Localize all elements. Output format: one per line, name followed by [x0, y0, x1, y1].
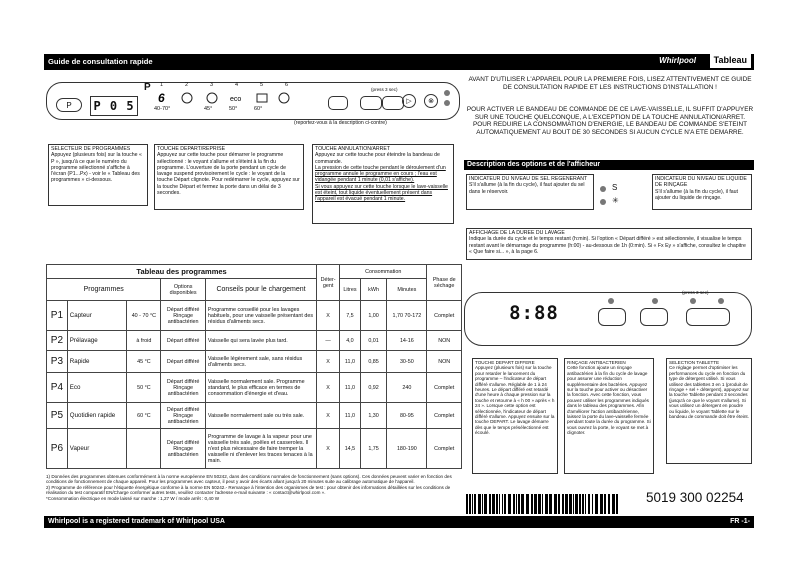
barcode-bar [616, 494, 618, 514]
program-litres: 11,0 [340, 403, 361, 429]
callout-text: Appuyez sur cette touche pour éteindre la bandeau de commande. [315, 152, 440, 165]
program-minutes: 80-95 [387, 403, 427, 429]
program-kwh: 0,01 [360, 331, 386, 351]
antibacterial-button[interactable] [360, 96, 382, 110]
program-code: P3 [47, 351, 68, 373]
notice-first-use: AVANT D'UTILISER L'APPAREIL POUR LA PREMIERE FOIS, LISEZ ATTENTIVEMENT CE GUIDE DE CONSULTATION RAPIDE ET LES INSTRUCTIONS D'INSTALLATION ! [468, 76, 752, 91]
col-conseils: Conseils pour le chargement [205, 279, 316, 301]
program-temp: 50° [229, 106, 238, 112]
program-kwh: 1,00 [360, 301, 386, 331]
program-kwh: 1,75 [360, 429, 386, 469]
program-phase: NON [427, 351, 462, 373]
salt-indicator-led [600, 186, 606, 192]
program-detergent: X [317, 351, 340, 373]
col-phase: Phase de séchage [427, 265, 462, 301]
barcode-bar [534, 494, 537, 514]
footnote-3: *Consommation électrique en mode laissé sur marche : 1,27 W / mode arrêt : 0,40 W [46, 495, 220, 501]
press-hint: (press 3 sec) [371, 87, 398, 92]
barcode-bar [588, 494, 590, 514]
tablet-led-2 [718, 298, 724, 304]
program-detergent: — [317, 331, 340, 351]
program-name: Eco [67, 373, 127, 403]
barcode-bar [516, 494, 517, 514]
delay-led [608, 298, 614, 304]
program-options: Départ différé [161, 351, 206, 373]
program-temp: 45 °C [127, 351, 161, 373]
program-code: P5 [47, 403, 68, 429]
table-title: Tableau des programmes [47, 265, 317, 279]
table-row [47, 331, 462, 351]
program-conseils: Vaisselle qui sera lavée plus tard. [205, 331, 316, 351]
col-minutes: Minutes [387, 279, 427, 301]
program-conseils: Programme de lavage à la vapeur pour une vaisselle très sale, poêles et casseroles. Il n'est plus nécessaire de faire tremper la vaisselle ni d'enlever les traces tenaces à la main. [205, 429, 316, 469]
brand-logo: Whirlpool [659, 56, 696, 65]
antibact-led [652, 298, 658, 304]
footnotes [46, 474, 464, 501]
program-number: 2 [185, 82, 189, 88]
delay-option-box [472, 358, 558, 474]
barcode-bar [531, 494, 533, 514]
header-bar [44, 54, 754, 70]
box-text: S'il s'allume (à la fin du cycle), il faut ajouter du sel dans le réservoir. [469, 182, 585, 195]
program-table [46, 264, 462, 469]
program-temp: 40-70° [154, 106, 171, 112]
col-consommation: Consommation [340, 265, 427, 279]
program-code: P6 [47, 429, 68, 469]
barcode-bar [592, 494, 593, 514]
barcode-bar [542, 494, 543, 514]
box-title: RINÇAGE ANTIBACTERIEN [567, 360, 626, 365]
box-text: Appuyez (plusieurs fois) sur la touche pour retarder le lancement du programme – l'indicateur de départ différé s'allume. Réglable de 1 à 24 heures. Le départ différé est retardé d'une heure à chaque pression sur la touche et retourne à « h 00 » après « h 24 ». Lorsque cette option est sélectionnée, l'indicateur de départ différé s'allume. Appuyez ensuite sur la touche DEPART. Le lavage démarre dès que le temps présélectionné est écoulé. [475, 365, 555, 436]
program-phase: Complet [427, 301, 462, 331]
program-name: Capteur [67, 301, 127, 331]
barcode-bar [504, 494, 506, 514]
program-kwh: 0,92 [360, 373, 386, 403]
panel-display: P 0 5 [90, 96, 138, 116]
salt-icon: S [612, 183, 618, 192]
footer-bar [44, 516, 754, 528]
program-litres: 11,0 [340, 351, 361, 373]
barcode-bar [612, 494, 615, 514]
tablet-led [690, 298, 696, 304]
eco-icon [230, 96, 241, 103]
steam-icon [279, 93, 289, 103]
product-name: Tableau [710, 54, 751, 68]
page-number: FR -1- [730, 518, 750, 525]
program-minutes: 30-50 [387, 351, 427, 373]
barcode-bar [573, 494, 574, 514]
program-name: Rapide [67, 351, 127, 373]
box-title: INDICATEUR DU NIVEAU DE LIQUIDE DE RINÇAGE [655, 176, 747, 189]
duration-display-box [466, 228, 752, 260]
play-icon: ▷ [406, 98, 412, 105]
program-name: Prélavage [67, 331, 127, 351]
callout-title: SELECTEUR DE PROGRAMMES [51, 146, 131, 152]
callout-text: Appuyez (plusieurs fois) sur la touche « P », jusqu'à ce que le numéro du programme sélectionné s'affiche à l'écran (P1...Px) - voir le « Tableau des programmes » ci-dessous. [51, 152, 142, 184]
program-conseils: Vaisselle normalement sale ou très sale. [205, 403, 316, 429]
program-code: P4 [47, 373, 68, 403]
barcode [466, 494, 622, 514]
rapid-icon [207, 93, 217, 103]
duration-display: 8:88 [509, 302, 559, 324]
header-title: Guide de consultation rapide [48, 57, 153, 66]
barcode-bar [469, 494, 471, 514]
program-code: P2 [47, 331, 68, 351]
col-programmes: Programmes [47, 279, 161, 301]
table-row [47, 373, 462, 403]
start-button[interactable] [402, 94, 416, 108]
rinse-indicator-led [600, 199, 606, 205]
barcode-bar [466, 494, 468, 514]
barcode-bar [579, 494, 581, 514]
trademark: Whirlpool is a registered trademark of Whirlpool USA [48, 518, 225, 525]
barcode-bar [518, 494, 520, 514]
barcode-bar [472, 494, 473, 514]
program-minutes: 1,70 70-172 [387, 301, 427, 331]
tablet-button-lower[interactable] [686, 308, 730, 326]
box-title: INDICATEUR DU NIVEAU DE SEL REGENERANT [469, 176, 588, 182]
delay-button[interactable] [328, 96, 348, 110]
barcode-bar [565, 494, 568, 514]
barcode-bar [489, 494, 491, 514]
footnote-1: 1) Données des programmes obtenues conformément à la norme européenne EN 50242, dans des conditions normales de fonctionnement (sans options). Ces données peuvent varier en fonction des conditions de fonctionnement de chaque appareil. Pour les programmes avec capteur, il peut y avoir des écarts allant jusqu'à 20 minutes suite au calibrage automatique de l'appareil. [46, 474, 452, 485]
program-number: 4 [235, 82, 239, 88]
program-temp: 45° [204, 106, 213, 112]
program-temp: 50 °C [127, 373, 161, 403]
barcode-bar [569, 494, 572, 514]
program-minutes: 180-190 [387, 429, 427, 469]
barcode-bar [521, 494, 524, 514]
barcode-bar [474, 494, 476, 514]
callout-text: La pression de cette touche pendant le déroulement d'un programme annule le programme en cours ; l'eau est vidangée pendant 1 minute (0,01 s'affiche). [315, 164, 446, 184]
program-litres: 14,5 [340, 429, 361, 469]
barcode-bar [545, 494, 548, 514]
box-text: Ce réglage permet d'optimiser les performances du cycle en fonction du type de détergent utilisé. Si vous utilisez des tablettes 3 en 1 (produit de rinçage + sel + détergent), appuyez sur la touche Tablette pendant 3 secondes (jusqu'à ce que le voyant s'allume). Si vous utilisez un détergent en poudre ou liquide, le voyant Tablette sur le bandeau de commande doit être éteint. [669, 365, 749, 420]
barcode-bar [484, 494, 487, 514]
barcode-bar [482, 494, 483, 514]
barcode-bar [549, 494, 552, 514]
barcode-bar [604, 494, 606, 514]
control-panel [46, 76, 464, 146]
barcode-bar [492, 494, 495, 514]
salt-indicator-box [466, 174, 594, 210]
col-options: Options disponibles [161, 279, 206, 301]
svg-text:6: 6 [158, 91, 165, 105]
barcode-bar [526, 494, 529, 514]
barcode-bar [608, 494, 610, 514]
salt-led [444, 90, 450, 96]
tablet-button[interactable] [382, 96, 404, 110]
barcode-number: 5019 300 02254 [646, 490, 744, 505]
box-text: Indique la durée du cycle et le temps restant (h:min). Si l'option « Départ différé » est sélectionnée, il visualise le temps restant avant le démarrage du programme (h:00) - au-dessous de 1h (0:min). Si « Fx Ey » s'affiche, consultez le chapitre « Que faire si... », à la page 6. [469, 236, 746, 255]
callout-depart [154, 144, 304, 210]
program-kwh: 0,85 [360, 351, 386, 373]
program-conseils: Vaisselle légèrement sale, sans résidus d'aliments secs. [205, 351, 316, 373]
box-text: Cette fonction ajoute un rinçage antibactérien à la fin du cycle de lavage pour assurer une réduction supplémentaire des bactéries. Appuyez sur la touche pour activer ou désactiver la fonction. Avec cette fonction, vous pouvez utiliser les programmes indiqués dans le tableau des programmes. Afin d'améliorer l'action antibactérienne, laissez la porte du lave-vaisselle fermée pendant toute la durée du programme. Si vous ouvrez la porte, le voyant se met à clignoter. [567, 365, 651, 436]
barcode-bar [558, 494, 560, 514]
program-detergent: X [317, 429, 340, 469]
program-phase: Complet [427, 429, 462, 469]
sensor-icon [158, 91, 165, 105]
program-phase: Complet [427, 403, 462, 429]
daily-icon [257, 94, 267, 102]
program-temp: à froid [127, 331, 161, 351]
program-name: Vapeur [67, 429, 127, 469]
barcode-bar [478, 494, 481, 514]
program-options: Départ différé [161, 331, 206, 351]
program-number: 1 [160, 82, 164, 88]
callout-annulation [312, 144, 454, 224]
program-phase: NON [427, 331, 462, 351]
table-row [47, 301, 462, 331]
program-code: P1 [47, 301, 68, 331]
barcode-bar [508, 494, 511, 514]
rinse-icon: ✳ [612, 196, 619, 205]
program-kwh: 1,30 [360, 403, 386, 429]
callout-text: Si vous appuyez sur cette touche lorsque le lave-vaisselle est éteint, tout liquide éventuellement présent dans l'appareil est évacué pendant 1 minute. [315, 183, 448, 203]
col-detergent: Déter- gent [317, 265, 340, 301]
program-options: Départ différé Rinçage antibactérien [161, 301, 206, 331]
barcode-bar [562, 494, 564, 514]
press-hint: (press 3 sec) [682, 290, 709, 295]
program-temp: 60 °C [127, 403, 161, 429]
barcode-bar [595, 494, 598, 514]
program-litres: 7,5 [340, 301, 361, 331]
notice-activation: POUR ACTIVER LE BANDEAU DE COMMANDE DE CE LAVE-VAISSELLE, IL SUFFIT D'APPUYER SUR UNE TOUCHE QUELCONQUE, A L'EXCEPTION DE LA TOUCHE ANNULATION/ARRET. POUR REDUIRE LA CONSOMMATION D'ENERGIE, LE BANDEAU DE COMMANDE S'ETEINT AUTOMATIQUEMENT AU BOUT DE 30 SECONDES SI AUCUN CYCLE N'A ETE DEMARRE. [466, 106, 754, 136]
program-icons [154, 90, 334, 106]
program-button[interactable]: P [56, 98, 82, 112]
program-conseils: Programme conseillé pour les lavages habituels, pour une vaisselle présentant des résidus d'aliments secs. [205, 301, 316, 331]
program-number: 3 [210, 82, 214, 88]
rinse-led [444, 100, 450, 106]
barcode-bar [600, 494, 603, 514]
delay-button-lower[interactable] [598, 308, 626, 326]
program-conseils: Vaisselle normalement sale. Programme standard, le plus efficace en termes de consommation d'énergie et d'eau. [205, 373, 316, 403]
program-options: Départ différé Rinçage antibactérien [161, 429, 206, 469]
barcode-bar [538, 494, 541, 514]
program-number: 6 [285, 82, 289, 88]
antibact-button-lower[interactable] [640, 308, 668, 326]
cancel-button[interactable] [424, 94, 438, 108]
barcode-bar [499, 494, 500, 514]
program-phase: Complet [427, 373, 462, 403]
barcode-bar [554, 494, 557, 514]
table-row [47, 403, 462, 429]
col-kwh: kWh [360, 279, 386, 301]
program-temp: 40 - 70 °C [127, 301, 161, 331]
program-temp: 60° [254, 106, 263, 112]
box-title: AFFICHAGE DE LA DUREE DU LAVAGE [469, 230, 565, 236]
program-detergent: X [317, 373, 340, 403]
panel-caption: (reportez-vous à la description ci-contre) [294, 120, 387, 126]
cancel-icon: ⊗ [428, 98, 434, 105]
barcode-bar [513, 494, 515, 514]
program-options: Départ différé Rinçage antibactérien [161, 373, 206, 403]
col-litres: Litres [340, 279, 361, 301]
box-title: SELECTION TABLETTE [669, 360, 720, 365]
callout-selecteur [48, 144, 148, 206]
callout-title: TOUCHE ANNULATION/ARRET [315, 146, 391, 152]
program-detergent: X [317, 301, 340, 331]
box-text: S'il s'allume (à la fin du cycle), il faut ajouter du liquide de rinçage. [655, 188, 738, 201]
p-label: P [144, 82, 151, 93]
barcode-bar [582, 494, 584, 514]
program-options: Départ différé Rinçage antibactérien [161, 403, 206, 429]
program-litres: 4,0 [340, 331, 361, 351]
table-row [47, 429, 462, 469]
program-minutes: 240 [387, 373, 427, 403]
box-title: TOUCHE DEPART DIFFERE [475, 360, 535, 365]
antibact-option-box [564, 358, 654, 474]
barcode-bar [585, 494, 586, 514]
callout-text: Appuyez sur cette touche pour démarrer le programme sélectionné : le voyant s'allume et s'éteint à la fin du programme. L'ouverture de la porte pendant un cycle de lavage suspend provisoirement le cycle : le voyant de la touche Départ clignote. Pour redémarrer le cycle, appuyez sur la touche Départ et fermez la porte dans un délai de 3 secondes. [157, 152, 300, 197]
program-name: Quotidien rapide [67, 403, 127, 429]
barcode-bar [502, 494, 503, 514]
barcode-bar [575, 494, 578, 514]
program-number: 5 [260, 82, 264, 88]
barcode-bar [496, 494, 498, 514]
rinse-indicator-box [652, 174, 752, 210]
program-temp [127, 429, 161, 469]
program-detergent: X [317, 403, 340, 429]
svg-text:eco: eco [230, 96, 242, 103]
prewash-icon [182, 93, 192, 103]
program-litres: 11,0 [340, 373, 361, 403]
callout-title: TOUCHE DEPART/REPRISE [157, 146, 226, 152]
program-temps [154, 106, 324, 114]
tablet-option-box [666, 358, 752, 464]
description-title: Description des options et de l'afficheur [464, 160, 754, 170]
footnote-2: 2) Programme de référence pour l'étiquette énergétique conforme à la norme EN 50242.- Remarque à l'intention des organismes de test : pour obtenir des informations détaillées sur les conditions de réalisation du test comparatif EN/Charge conforme/ autres tests, veuillez contacter l'adresse e-mail suivante : « contact@whirlpool.com ». [46, 484, 451, 496]
program-minutes: 14-16 [387, 331, 427, 351]
table-row [47, 351, 462, 373]
